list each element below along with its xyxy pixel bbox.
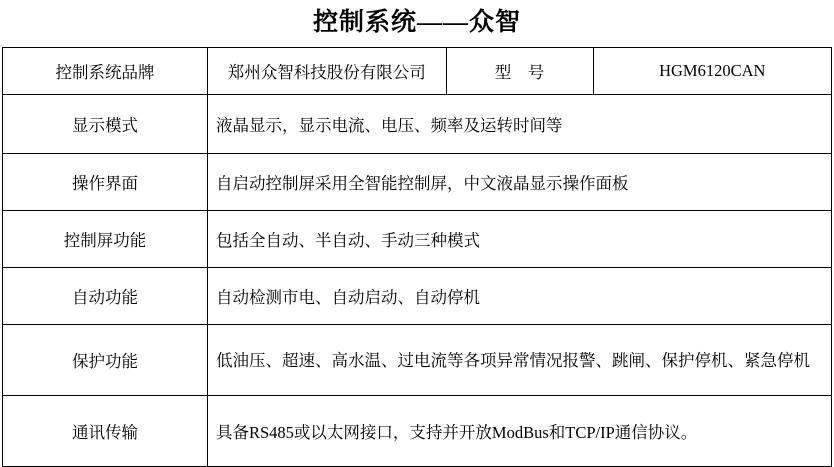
spec-table [2,47,832,467]
table-row [3,48,832,95]
table-row [3,211,832,268]
row-label-protection: 保护功能 [3,325,208,396]
row-label-interface: 操作界面 [3,154,208,211]
row-value-protection: 低油压、超速、高水温、过电流等各项异常情况报警、跳闸、保护停机、紧急停机 [208,325,832,396]
row-value-model: HGM6120CAN [593,48,832,95]
table-row [3,325,832,396]
row-label-auto-function: 自动功能 [3,268,208,325]
page-title: 控制系统——众智 [312,9,521,36]
table-row [3,95,832,154]
row-label-brand: 控制系统品牌 [3,48,208,95]
row-label-model: 型 号 [446,48,593,95]
table-row [3,396,832,467]
row-value-interface: 自启动控制屏采用全智能控制屏，中文液晶显示操作面板 [208,154,832,211]
row-label-display-mode: 显示模式 [3,95,208,154]
table-row [3,154,832,211]
row-label-panel-function: 控制屏功能 [3,211,208,268]
row-value-auto-function: 自动检测市电、自动启动、自动停机 [208,268,832,325]
row-label-communication: 通讯传输 [3,396,208,467]
row-value-display-mode: 液晶显示，显示电流、电压、频率及运转时间等 [208,95,832,154]
table-row [3,268,832,325]
row-value-communication: 具备RS485或以太网接口，支持并开放ModBus和TCP/IP通信协议。 [208,396,832,467]
row-value-brand: 郑州众智科技股份有限公司 [208,48,447,95]
row-value-panel-function: 包括全自动、半自动、手动三种模式 [208,211,832,268]
